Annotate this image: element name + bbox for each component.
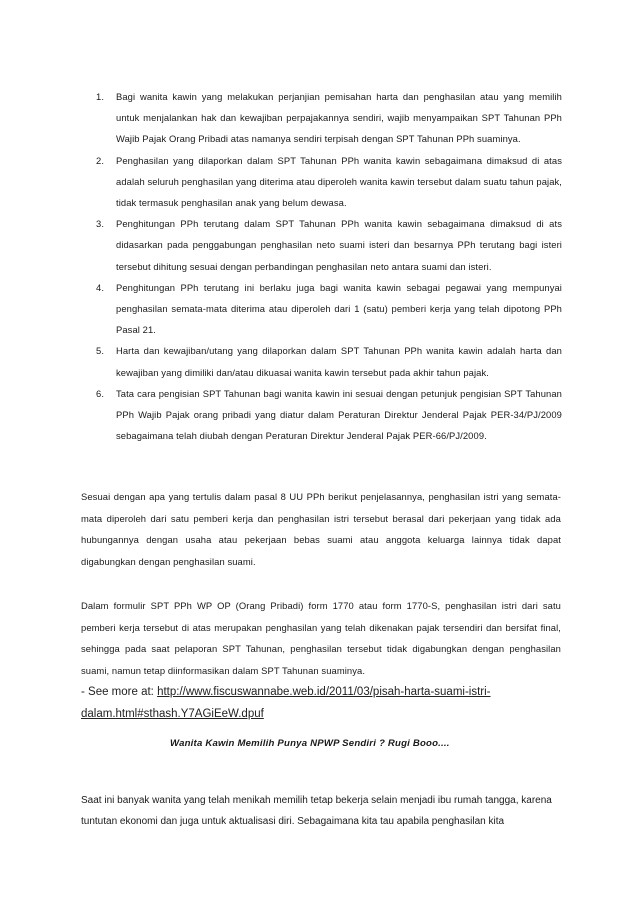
list-item-text: Tata cara pengisian SPT Tahunan bagi wanita kawin ini sesuai dengan petunjuk pengisian SPT Tahunan PPh Wajib Pajak orang pribadi yang diatur dalam Peraturan Direktur Jenderal Pajak PER-34/PJ/2009 sebagaimana telah diubah dengan Peraturan Direktur Jenderal Pajak PER-66/PJ/2009. bbox=[116, 387, 562, 442]
body-paragraph: Saat ini banyak wanita yang telah menikah memilih tetap bekerja selain menjadi ibu rumah tangga, karena tuntutan ekonomi dan juga untuk aktualisasi diri. Sebagaimana kita tau apabila penghasilan kita bbox=[81, 795, 552, 827]
list-item-text: Harta dan kewajiban/utang yang dilaporkan dalam SPT Tahunan PPh wanita kawin adalah harta dan kewajiban yang dimiliki dan/atau dikuasai wanita kawin tersebut pada akhir tahun pajak. bbox=[116, 345, 562, 378]
list-item bbox=[82, 340, 562, 382]
list-item bbox=[82, 150, 562, 214]
list-item bbox=[82, 383, 562, 447]
numbered-list bbox=[82, 86, 562, 446]
body-paragraph: Sesuai dengan apa yang tertulis dalam pasal 8 UU PPh berikut penjelasannya, penghasilan istri yang semata-mata diperoleh dari satu pemberi kerja dan penghasilan istri tersebut berasal dari pekerjaan yang tidak ada hubungannya dengan usaha atau pekerjaan bebas suami atau anggota keluarga lainnya tidak dapat digabungkan dengan penghasilan suami. bbox=[81, 491, 561, 567]
list-item bbox=[82, 277, 562, 341]
list-item-text: Penghasilan yang dilaporkan dalam SPT Tahunan PPh wanita kawin sebagaimana dimaksud di atas adalah seluruh penghasilan yang diterima atau diperoleh wanita kawin tersebut dalam suatu tahun pajak, tidak termasuk penghasilan anak yang belum dewasa. bbox=[116, 154, 562, 209]
see-more-prefix: - See more at: bbox=[81, 686, 158, 698]
see-more-line bbox=[81, 681, 561, 725]
list-item bbox=[82, 86, 562, 150]
list-item-number: 3. bbox=[96, 218, 105, 230]
list-item-text: Penghitungan PPh terutang ini berlaku juga bagi wanita kawin sebagai pegawai yang mempunyai penghasilan semata-mata diterima atau diperoleh dari 1 (satu) pemberi kerja yang telah dipotong PPh Pasal 21. bbox=[116, 281, 562, 336]
list-item-number: 4. bbox=[96, 281, 105, 293]
list-item-number: 6. bbox=[96, 387, 105, 399]
section-heading: Wanita Kawin Memilih Punya NPWP Sendiri ? Rugi Booo.... bbox=[170, 738, 450, 749]
list-item-text: Penghitungan PPh terutang dalam SPT Tahunan PPh wanita kawin sebagaimana dimaksud di ats didasarkan pada penggabungan penghasilan neto suami isteri dan besarnya PPh terutang bagi isteri tersebut dihitung sesuai dengan perbandingan penghasilan neto antara suami dan isteri. bbox=[116, 218, 562, 272]
list-item-number: 1. bbox=[96, 91, 105, 102]
list-item-text: Bagi wanita kawin yang melakukan perjanjian pemisahan harta dan penghasilan atau yang memilih untuk menjalankan hak dan kewajiban perpajakannya sendiri, wajib menyampaikan SPT Tahunan PPh Wajib Pajak Orang Pribadi atas namanya sendiri terpisah dengan SPT Tahunan PPh suaminya. bbox=[116, 91, 562, 145]
list-item-number: 5. bbox=[96, 345, 105, 357]
list-item bbox=[82, 213, 562, 277]
body-paragraph: Dalam formulir SPT PPh WP OP (Orang Pribadi) form 1770 atau form 1770-S, penghasilan istri dari satu pemberi kerja tersebut di atas merupakan penghasilan yang telah dikenakan pajak tersendiri dan bersifat final, sehingga pada saat pelaporan SPT Tahunan, penghasilan tersebut tidak digabungkan dengan penghasilan suami, namun tetap diinformasikan dalam SPT Tahunan suaminya. bbox=[81, 600, 561, 676]
source-link[interactable]: http://www.fiscuswannabe.web.id/2011/03/pisah-harta-suami-istri-dalam.html#sthash.Y7AGiEeW.dpuf bbox=[81, 686, 491, 720]
list-item-number: 2. bbox=[96, 154, 105, 166]
